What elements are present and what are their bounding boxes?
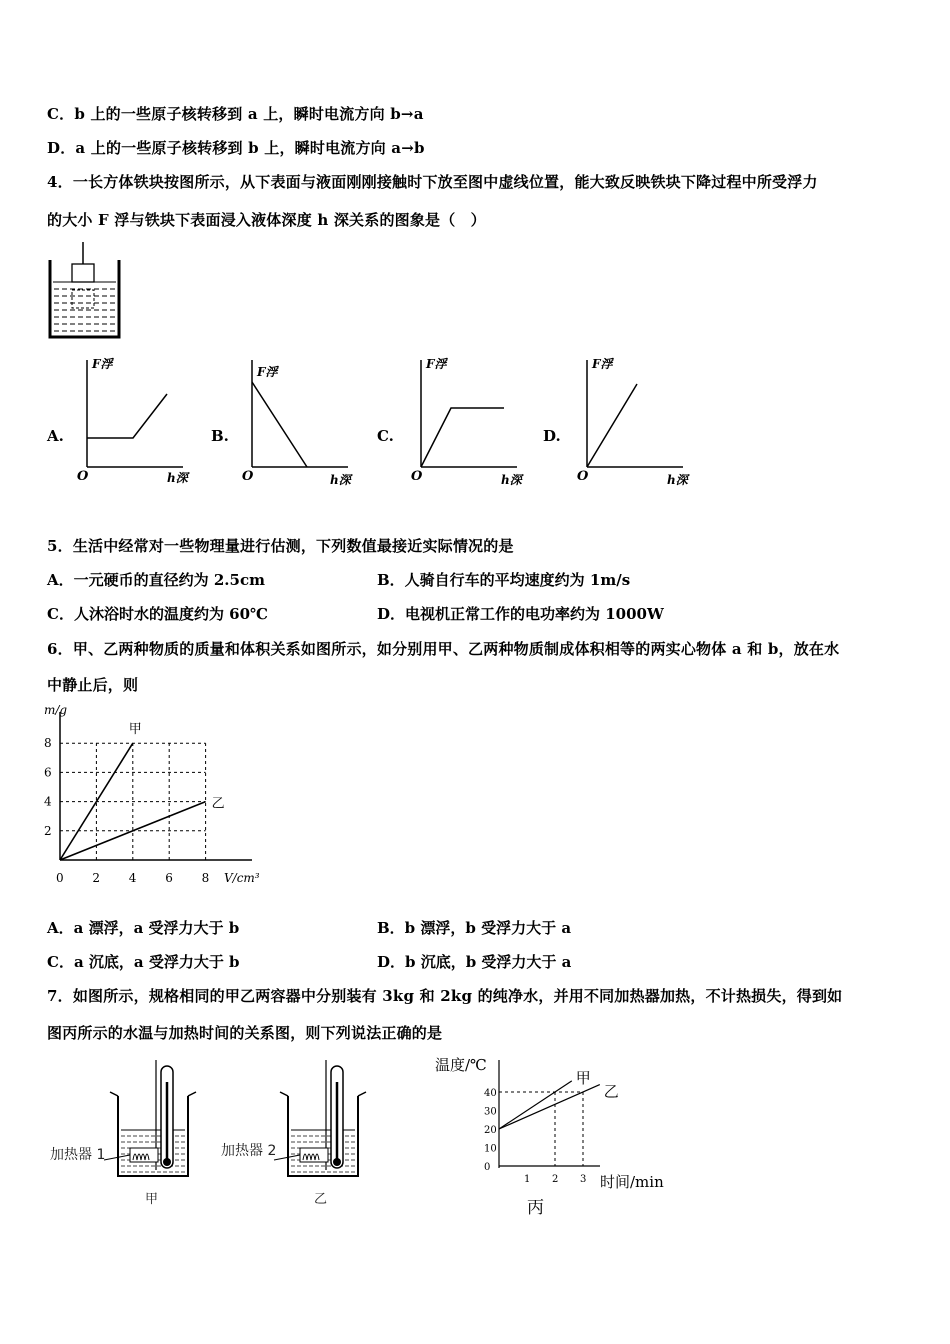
tt-x-tick-label: 2 <box>552 1174 559 1185</box>
q7-container-jia <box>48 1060 208 1210</box>
q4-graph-c-xlabel: h深 <box>501 473 522 487</box>
q4-option-c-label: C. <box>377 427 394 445</box>
q4-graph-c-origin: O <box>411 469 423 484</box>
q4-graph-b-origin: O <box>242 469 254 484</box>
mv-x-axis-label: V/cm³ <box>224 871 260 885</box>
q4-beaker-figure <box>45 242 125 342</box>
q7-container-jia-label: 甲 <box>145 1192 159 1207</box>
q3-option-c: C．b 上的一些原子核转移到 a 上，瞬时电流方向 b→a <box>47 105 424 123</box>
mv-series-label: 甲 <box>128 722 142 738</box>
q4-graph-a <box>75 352 190 492</box>
mv-y-axis-label: m/g <box>44 703 68 717</box>
q6-mass-volume-chart <box>30 700 270 892</box>
q4-option-d-label: D. <box>543 427 561 445</box>
q4-graph-d-origin: O <box>577 469 589 484</box>
mv-y-tick-label: 6 <box>44 765 52 780</box>
q4-graph-c-ylabel: F浮 <box>426 357 447 371</box>
q4-stem-line1: 4．一长方体铁块按图所示，从下表面与液面刚刚接触时下放至图中虚线位置，能大致反映铁块下降过程中所受浮力 <box>47 173 818 191</box>
q4-graph-a-origin: O <box>77 469 89 484</box>
q4-graph-b-ylabel: F浮 <box>257 365 278 379</box>
q6-option-a: A．a 漂浮，a 受浮力大于 b <box>47 919 240 937</box>
q4-graph-d-curve <box>587 384 637 467</box>
q4-graph-c <box>409 352 524 492</box>
mv-x-tick-label: 2 <box>92 871 101 885</box>
q7-heater2-label: 加热器 2 <box>221 1143 277 1159</box>
tt-y-tick-label: 20 <box>484 1125 497 1136</box>
q4-graph-d-ylabel: F浮 <box>592 357 613 371</box>
q7-stem-line2: 图丙所示的水温与加热时间的关系图，则下列说法正确的是 <box>47 1024 443 1042</box>
mv-series-label: 乙 <box>211 796 225 812</box>
q7-container-yi <box>218 1060 378 1210</box>
tt-x-tick-label: 1 <box>524 1174 531 1185</box>
mv-y-tick-label: 2 <box>44 823 52 838</box>
q4-graph-a-ylabel: F浮 <box>92 357 113 371</box>
q4-graph-a-xlabel: h深 <box>167 471 188 485</box>
q5-stem: 5．生活中经常对一些物理量进行估测，下列数值最接近实际情况的是 <box>47 537 514 555</box>
tt-y-axis-label: 温度/℃ <box>435 1056 487 1074</box>
q5-option-d: D．电视机正常工作的电功率约为 1000W <box>377 605 664 623</box>
tt-series-label: 乙 <box>603 1082 619 1101</box>
q5-option-c: C．人沐浴时水的温度约为 60℃ <box>47 605 269 623</box>
q6-option-c: C．a 沉底，a 受浮力大于 b <box>47 953 240 971</box>
tt-y-tick-label: 10 <box>484 1143 497 1155</box>
q4-graph-b <box>240 352 355 492</box>
mv-x-tick-label: 8 <box>201 871 210 885</box>
q5-option-b: B．人骑自行车的平均速度约为 1m/s <box>377 571 631 589</box>
q4-graph-b-xlabel: h深 <box>330 473 351 487</box>
q3-option-d: D．a 上的一些原子核转移到 b 上，瞬时电流方向 a→b <box>47 139 425 157</box>
q4-graph-b-curve <box>252 382 307 467</box>
q7-temperature-time-chart <box>425 1052 685 1217</box>
tt-y-tick-label: 0 <box>484 1162 491 1173</box>
q7-stem-line1: 7．如图所示，规格相同的甲乙两容器中分别装有 3kg 和 2kg 的纯净水，并用不同加热器加热，不计热损失，得到如 <box>47 987 843 1005</box>
mv-x-tick-label: 4 <box>128 871 137 885</box>
mv-x-tick-label: 0 <box>56 871 64 885</box>
q4-stem-line2: 的大小 F 浮与铁块下表面浸入液体深度 h 深关系的图象是（ ） <box>47 211 486 229</box>
q4-graph-a-curve <box>87 394 167 438</box>
tt-y-tick-label: 40 <box>484 1088 497 1099</box>
q4-option-b-label: B. <box>211 427 229 445</box>
q4-graph-d <box>575 352 690 492</box>
mv-y-tick-label: 4 <box>44 794 52 809</box>
q6-option-d: D．b 沉底，b 受浮力大于 a <box>377 953 572 971</box>
q7-chart-bing-label: 丙 <box>527 1198 544 1218</box>
q4-graph-d-xlabel: h深 <box>667 473 688 487</box>
mv-y-tick-label: 8 <box>44 736 52 751</box>
tt-x-tick-label: 3 <box>580 1174 587 1185</box>
mv-x-tick-label: 6 <box>165 871 173 885</box>
q7-heater1-label: 加热器 1 <box>50 1147 106 1163</box>
q5-option-a: A．一元硬币的直径约为 2.5cm <box>47 571 265 589</box>
tt-series-line-0 <box>499 1081 572 1129</box>
q6-stem-line2: 中静止后，则 <box>47 676 139 694</box>
q4-option-a-label: A. <box>47 427 64 445</box>
q6-stem-line1: 6．甲、乙两种物质的质量和体积关系如图所示，如分别用甲、乙两种物质制成体积相等的两实心物体 a 和 b，放在水 <box>47 640 840 658</box>
tt-y-tick-label: 30 <box>484 1106 497 1118</box>
q4-graph-c-curve <box>421 408 504 467</box>
q6-option-b: B．b 漂浮，b 受浮力大于 a <box>377 919 572 937</box>
q7-container-yi-label: 乙 <box>314 1192 328 1207</box>
tt-series-line-1 <box>499 1085 600 1129</box>
tt-series-label: 甲 <box>575 1068 591 1087</box>
tt-x-axis-label: 时间/min <box>600 1173 664 1191</box>
